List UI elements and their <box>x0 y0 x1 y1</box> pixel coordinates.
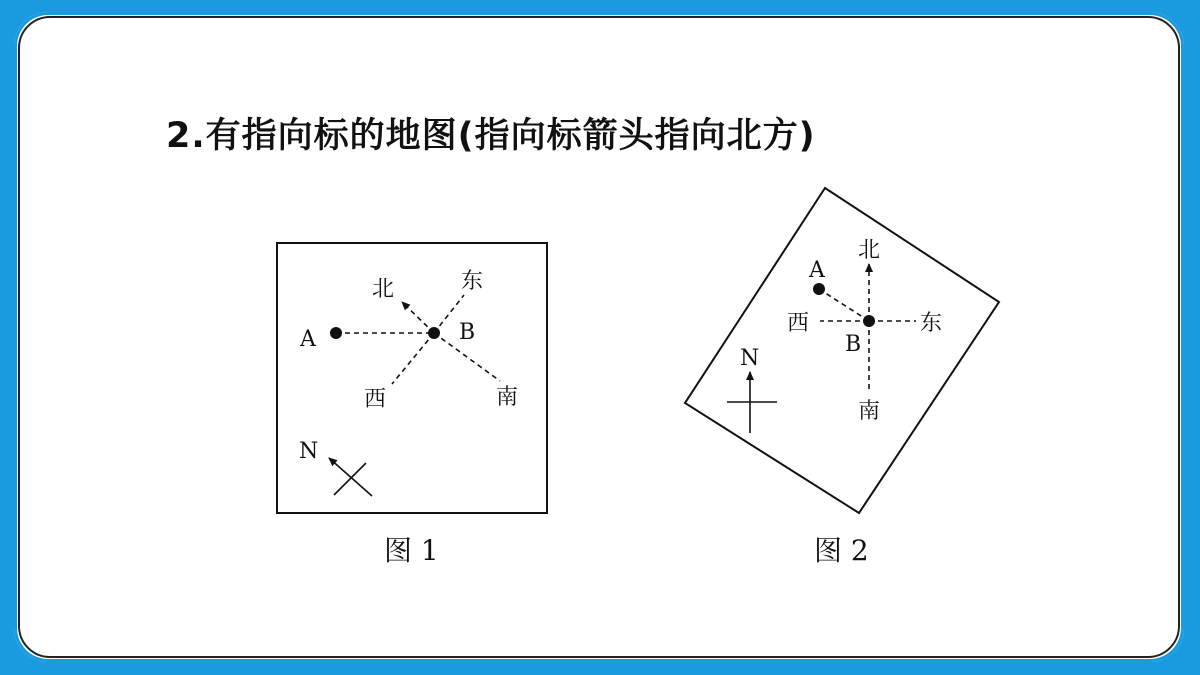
fig1-label-b: B <box>459 320 476 345</box>
figure-2-caption: 图 2 <box>814 534 869 567</box>
fig2-point-b <box>863 315 875 327</box>
fig1-line-west <box>392 333 434 384</box>
figure-1-caption: 图 1 <box>384 534 439 567</box>
fig1-label-north: 北 <box>372 277 395 302</box>
fig2-label-north: 北 <box>858 238 881 263</box>
fig2-label-a: A <box>809 258 825 283</box>
fig2-label-b: B <box>845 332 862 357</box>
figure-1-frame <box>277 243 547 513</box>
fig1-point-a <box>330 327 342 339</box>
fig2-point-a <box>813 283 825 295</box>
fig2-line-a-b <box>819 289 869 321</box>
fig2-north-arrow-icon <box>727 372 777 433</box>
fig1-label-west: 西 <box>364 387 387 412</box>
fig1-line-north <box>402 302 434 333</box>
figure-1 <box>277 243 547 567</box>
figure-2-frame <box>685 188 999 513</box>
fig1-point-b <box>428 327 440 339</box>
fig1-label-a: A <box>300 327 316 352</box>
fig2-label-east: 东 <box>920 311 943 336</box>
fig1-label-east: 东 <box>461 269 484 294</box>
fig1-north-marker: N <box>299 439 319 464</box>
fig2-label-west: 西 <box>787 311 810 336</box>
figure-2 <box>685 188 999 567</box>
fig2-north-marker: N <box>740 346 760 371</box>
fig1-north-arrow-icon <box>329 458 372 496</box>
fig1-label-south: 南 <box>496 385 519 410</box>
problem-title: 2.有指向标的地图(指向标箭头指向北方) <box>166 116 816 156</box>
fig2-label-south: 南 <box>858 399 881 424</box>
